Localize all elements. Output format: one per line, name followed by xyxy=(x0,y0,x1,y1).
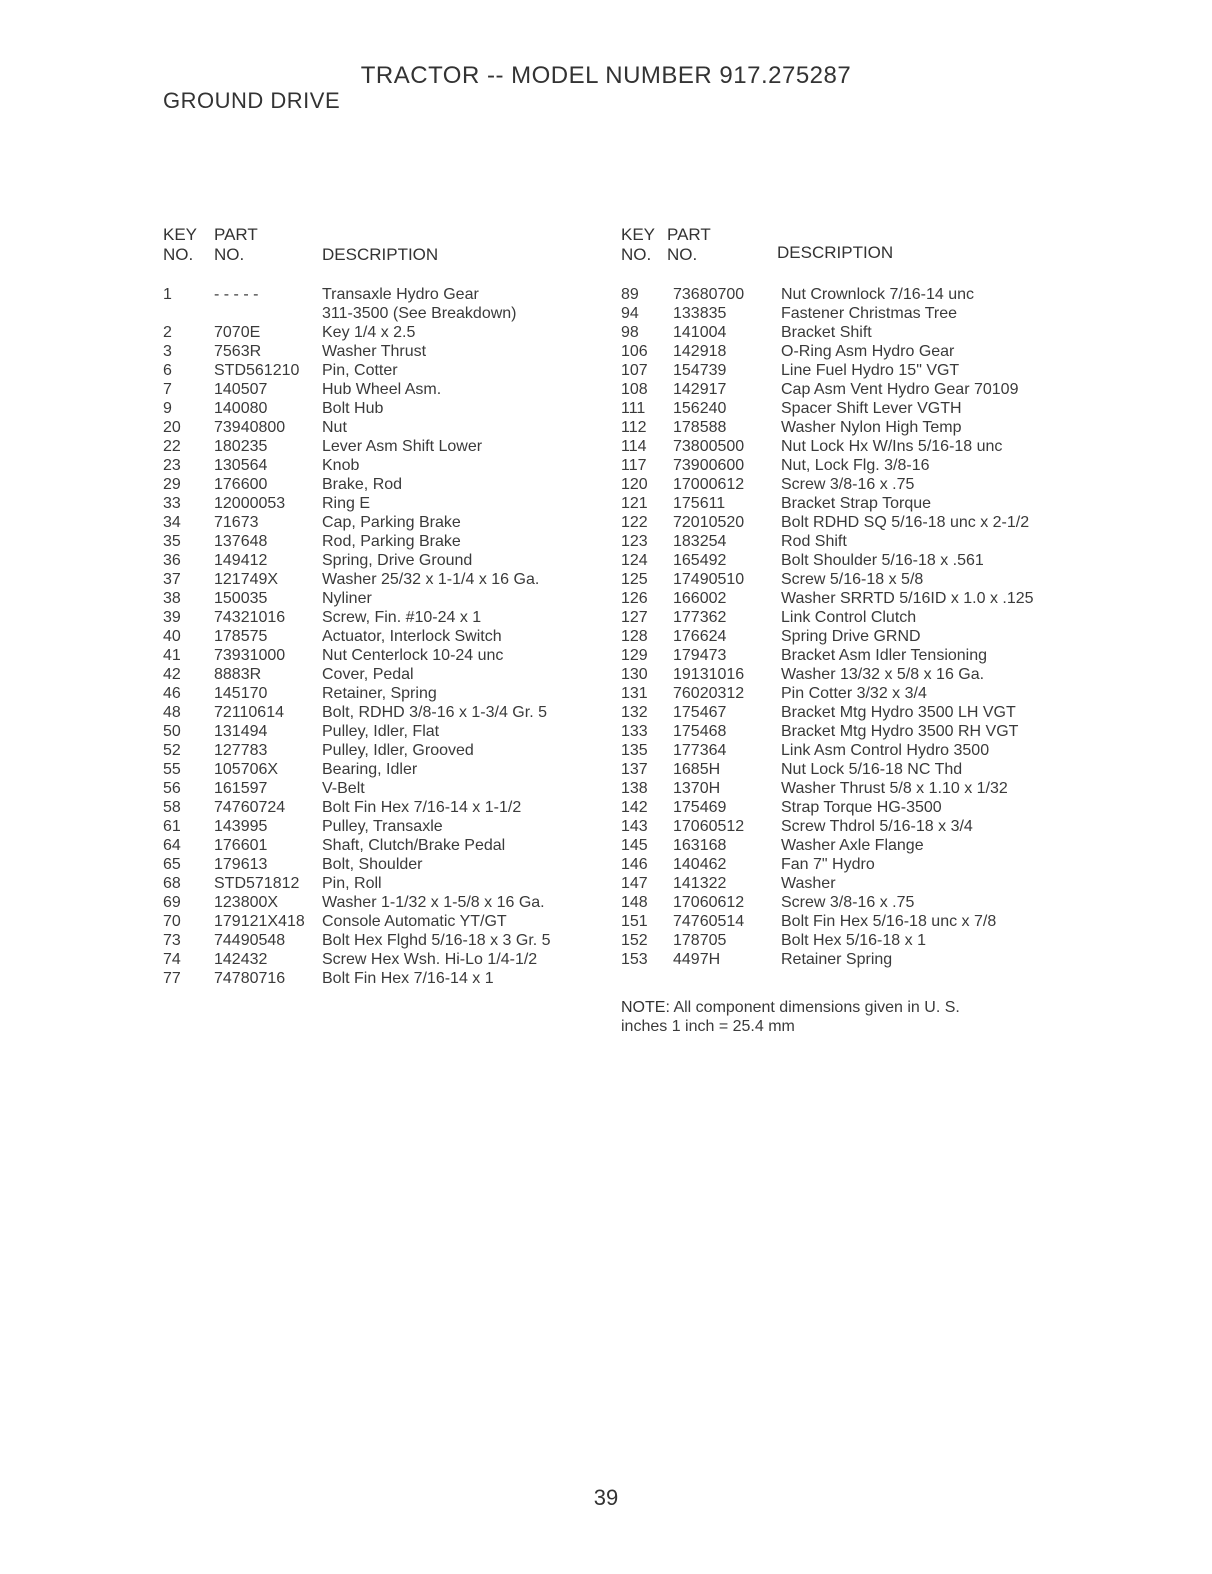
part-description: Washer 13/32 x 5/8 x 16 Ga. xyxy=(781,666,985,683)
part-no: 177364 xyxy=(673,742,727,759)
part-description: Rod, Parking Brake xyxy=(322,533,461,550)
part-description: Nut Crownlock 7/16-14 unc xyxy=(781,286,974,303)
right-part-header-line2: NO. xyxy=(667,245,698,264)
key-no: 68 xyxy=(163,875,181,892)
right-key-header-line2: NO. xyxy=(621,245,652,264)
part-description: Nut Centerlock 10-24 unc xyxy=(322,647,504,664)
part-description: Pulley, Idler, Grooved xyxy=(322,742,474,759)
part-description: Bolt Hex 5/16-18 x 1 xyxy=(781,932,926,949)
part-description: Pin Cotter 3/32 x 3/4 xyxy=(781,685,927,702)
part-description: Strap Torque HG-3500 xyxy=(781,799,942,816)
part-description: Fan 7" Hydro xyxy=(781,856,875,873)
key-no: 152 xyxy=(621,932,648,949)
key-no: 124 xyxy=(621,552,648,569)
key-no: 48 xyxy=(163,704,181,721)
key-no: 146 xyxy=(621,856,648,873)
part-no: 127783 xyxy=(214,742,268,759)
part-no: 177362 xyxy=(673,609,727,626)
key-no: 138 xyxy=(621,780,648,797)
part-no: 179473 xyxy=(673,647,727,664)
part-no: 165492 xyxy=(673,552,727,569)
part-description: Shaft, Clutch/Brake Pedal xyxy=(322,837,506,854)
part-description: Screw, Fin. #10-24 x 1 xyxy=(322,609,482,626)
part-description: Washer 25/32 x 1-1/4 x 16 Ga. xyxy=(322,571,540,588)
part-description: Screw Hex Wsh. Hi-Lo 1/4-1/2 xyxy=(322,951,538,968)
key-no: 41 xyxy=(163,647,181,664)
key-no: 131 xyxy=(621,685,648,702)
section-title: GROUND DRIVE xyxy=(163,88,341,113)
part-description: Rod Shift xyxy=(781,533,847,550)
key-no: 50 xyxy=(163,723,181,740)
part-description: Brake, Rod xyxy=(322,476,403,493)
part-description: Transaxle Hydro Gear xyxy=(322,286,479,303)
key-no: 9 xyxy=(163,400,172,417)
key-no: 39 xyxy=(163,609,181,626)
key-no: 108 xyxy=(621,381,648,398)
part-no: 142917 xyxy=(673,381,727,398)
part-description: Pulley, Idler, Flat xyxy=(322,723,440,740)
key-no: 74 xyxy=(163,951,181,968)
part-no: 73940800 xyxy=(214,419,286,436)
part-description: Washer Thrust 5/8 x 1.10 x 1/32 xyxy=(781,780,1008,797)
part-description: Bolt Fin Hex 7/16-14 x 1-1/2 xyxy=(322,799,522,816)
part-no: 149412 xyxy=(214,552,268,569)
part-no: 1685H xyxy=(673,761,721,778)
part-description: Retainer Spring xyxy=(781,951,893,968)
part-description: Washer 1-1/32 x 1-5/8 x 16 Ga. xyxy=(322,894,545,911)
right-part-header xyxy=(667,225,711,265)
part-no: 74780716 xyxy=(214,970,286,987)
key-no: 40 xyxy=(163,628,181,645)
page-title: TRACTOR -- MODEL NUMBER 917.275287 xyxy=(360,62,852,89)
part-no: 142918 xyxy=(673,343,727,360)
key-no: 42 xyxy=(163,666,181,683)
part-no: 154739 xyxy=(673,362,727,379)
part-description: Washer Axle Flange xyxy=(781,837,924,854)
part-no: 73931000 xyxy=(214,647,286,664)
key-no: 107 xyxy=(621,362,648,379)
key-no: 52 xyxy=(163,742,181,759)
part-description: Bolt, Shoulder xyxy=(322,856,423,873)
part-no: 175468 xyxy=(673,723,727,740)
key-no: 58 xyxy=(163,799,181,816)
key-no: 55 xyxy=(163,761,181,778)
part-description: Washer Nylon High Temp xyxy=(781,419,962,436)
part-description: Link Asm Control Hydro 3500 xyxy=(781,742,990,759)
part-no: 179613 xyxy=(214,856,268,873)
key-no: 127 xyxy=(621,609,648,626)
part-no: 142432 xyxy=(214,951,268,968)
part-description: O-Ring Asm Hydro Gear xyxy=(781,343,955,360)
part-description: Bearing, Idler xyxy=(322,761,418,778)
key-no: 145 xyxy=(621,837,648,854)
part-no: 150035 xyxy=(214,590,268,607)
key-no: 112 xyxy=(621,419,647,436)
part-description: Bracket Mtg Hydro 3500 RH VGT xyxy=(781,723,1019,740)
part-description: Spring, Drive Ground xyxy=(322,552,473,569)
part-no: 121749X xyxy=(214,571,279,588)
key-no: 6 xyxy=(163,362,172,379)
part-description: Bracket Strap Torque xyxy=(781,495,932,512)
part-no: 141004 xyxy=(673,324,727,341)
part-no: 76020312 xyxy=(673,685,745,702)
part-description: Bolt Fin Hex 7/16-14 x 1 xyxy=(322,970,494,987)
note-line2: inches 1 inch = 25.4 mm xyxy=(621,1018,795,1035)
part-description: V-Belt xyxy=(322,780,365,797)
part-description: Fastener Christmas Tree xyxy=(781,305,958,322)
part-description: Pin, Cotter xyxy=(322,362,398,379)
key-no: 153 xyxy=(621,951,648,968)
part-no: 74760514 xyxy=(673,913,745,930)
part-no: 17000612 xyxy=(673,476,745,493)
part-no: 17060612 xyxy=(673,894,745,911)
part-no: 130564 xyxy=(214,457,268,474)
key-no: 130 xyxy=(621,666,648,683)
key-no: 123 xyxy=(621,533,648,550)
part-description: Nut Lock 5/16-18 NC Thd xyxy=(781,761,963,778)
key-no: 147 xyxy=(621,875,648,892)
key-no: 142 xyxy=(621,799,648,816)
key-no: 2 xyxy=(163,324,172,341)
note-label: NOTE: xyxy=(621,999,670,1016)
part-no: 19131016 xyxy=(673,666,745,683)
key-no: 46 xyxy=(163,685,181,702)
part-no: 71673 xyxy=(214,514,259,531)
part-no: 140507 xyxy=(214,381,268,398)
part-no: 180235 xyxy=(214,438,268,455)
part-description: Knob xyxy=(322,457,360,474)
key-no: 29 xyxy=(163,476,181,493)
key-no: 94 xyxy=(621,305,639,322)
key-no: 143 xyxy=(621,818,648,835)
part-description: Bolt Hub xyxy=(322,400,384,417)
part-no: 178575 xyxy=(214,628,268,645)
part-no: 74490548 xyxy=(214,932,286,949)
part-no: 74321016 xyxy=(214,609,286,626)
part-no: 178588 xyxy=(673,419,727,436)
part-no: 12000053 xyxy=(214,495,286,512)
left-part-header-line2: NO. xyxy=(214,245,245,264)
key-no: 129 xyxy=(621,647,648,664)
left-key-header xyxy=(163,225,197,265)
part-description: Line Fuel Hydro 15" VGT xyxy=(781,362,960,379)
part-description: Bracket Shift xyxy=(781,324,872,341)
key-no: 135 xyxy=(621,742,648,759)
part-description: Pin, Roll xyxy=(322,875,382,892)
key-no: 89 xyxy=(621,286,639,303)
key-no: 73 xyxy=(163,932,181,949)
part-no: 131494 xyxy=(214,723,268,740)
note-line1: All component dimensions given in U. S. xyxy=(673,999,960,1016)
right-description-header: DESCRIPTION xyxy=(777,243,894,262)
key-no: 38 xyxy=(163,590,181,607)
part-description: 311-3500 (See Breakdown) xyxy=(322,305,517,322)
dimensions-note xyxy=(621,998,1041,1036)
part-description: Washer SRRTD 5/16ID x 1.0 x .125 xyxy=(781,590,1034,607)
part-description: Pulley, Transaxle xyxy=(322,818,443,835)
part-description: Nyliner xyxy=(322,590,372,607)
part-description: Bolt RDHD SQ 5/16-18 unc x 2-1/2 xyxy=(781,514,1030,531)
part-description: Actuator, Interlock Switch xyxy=(322,628,502,645)
key-no: 33 xyxy=(163,495,181,512)
key-no: 20 xyxy=(163,419,181,436)
key-no: 7 xyxy=(163,381,172,398)
key-no: 35 xyxy=(163,533,181,550)
part-description: Bracket Asm Idler Tensioning xyxy=(781,647,988,664)
part-no: 133835 xyxy=(673,305,727,322)
part-no: 163168 xyxy=(673,837,727,854)
key-no: 36 xyxy=(163,552,181,569)
key-no: 125 xyxy=(621,571,648,588)
part-description: Ring E xyxy=(322,495,371,512)
part-description: Washer xyxy=(781,875,836,892)
part-no: 143995 xyxy=(214,818,268,835)
part-description: Screw 3/8-16 x .75 xyxy=(781,476,915,493)
part-no: 175467 xyxy=(673,704,727,721)
key-no: 151 xyxy=(621,913,648,930)
part-no: 166002 xyxy=(673,590,727,607)
part-description: Link Control Clutch xyxy=(781,609,917,626)
part-no: 137648 xyxy=(214,533,268,550)
key-no: 64 xyxy=(163,837,181,854)
key-no: 122 xyxy=(621,514,648,531)
part-description: Console Automatic YT/GT xyxy=(322,913,507,930)
key-no: 23 xyxy=(163,457,181,474)
part-no: 145170 xyxy=(214,685,268,702)
key-no: 61 xyxy=(163,818,181,835)
part-no: 176601 xyxy=(214,837,268,854)
part-no: 178705 xyxy=(673,932,727,949)
part-no: 72010520 xyxy=(673,514,745,531)
key-no: 114 xyxy=(621,438,647,455)
part-no: 7070E xyxy=(214,324,261,341)
part-description: Cap, Parking Brake xyxy=(322,514,461,531)
page-number: 39 xyxy=(593,1485,619,1510)
part-no: 72110614 xyxy=(214,704,284,721)
part-no: 4497H xyxy=(673,951,721,968)
part-description: Nut Lock Hx W/Ins 5/16-18 unc xyxy=(781,438,1003,455)
part-no: 156240 xyxy=(673,400,727,417)
part-no: 73800500 xyxy=(673,438,745,455)
key-no: 106 xyxy=(621,343,648,360)
key-no: 56 xyxy=(163,780,181,797)
part-description: Bolt Fin Hex 5/16-18 unc x 7/8 xyxy=(781,913,997,930)
part-description: Cap Asm Vent Hydro Gear 70109 xyxy=(781,381,1019,398)
key-no: 65 xyxy=(163,856,181,873)
part-no: 7563R xyxy=(214,343,262,360)
part-no: 179121X418 xyxy=(214,913,305,930)
key-no: 70 xyxy=(163,913,181,930)
part-no: 17490510 xyxy=(673,571,745,588)
part-no: 175469 xyxy=(673,799,727,816)
part-description: Screw 5/16-18 x 5/8 xyxy=(781,571,924,588)
left-part-header xyxy=(214,225,258,265)
part-description: Nut, Lock Flg. 3/8-16 xyxy=(781,457,930,474)
part-no: 8883R xyxy=(214,666,262,683)
part-no: 176600 xyxy=(214,476,268,493)
part-no: 123800X xyxy=(214,894,279,911)
part-description: Bracket Mtg Hydro 3500 LH VGT xyxy=(781,704,1016,721)
key-no: 98 xyxy=(621,324,639,341)
part-description: Retainer, Spring xyxy=(322,685,437,702)
part-description: Bolt Hex Flghd 5/16-18 x 3 Gr. 5 xyxy=(322,932,551,949)
part-no: 73680700 xyxy=(673,286,745,303)
key-no: 117 xyxy=(621,457,647,474)
left-part-header-line1: PART xyxy=(214,225,258,244)
part-no: 74760724 xyxy=(214,799,286,816)
part-description: Spacer Shift Lever VGTH xyxy=(781,400,962,417)
key-no: 1 xyxy=(163,286,172,303)
part-no: 141322 xyxy=(673,875,727,892)
part-description: Bolt Shoulder 5/16-18 x .561 xyxy=(781,552,984,569)
left-key-header-line2: NO. xyxy=(163,245,194,264)
part-no: 17060512 xyxy=(673,818,745,835)
key-no: 132 xyxy=(621,704,648,721)
part-no: 176624 xyxy=(673,628,727,645)
right-part-header-line1: PART xyxy=(667,225,711,244)
part-no: 73900600 xyxy=(673,457,745,474)
key-no: 3 xyxy=(163,343,172,360)
part-no: - - - - - xyxy=(214,286,259,303)
part-description: Nut xyxy=(322,419,347,436)
key-no: 120 xyxy=(621,476,648,493)
part-description: Bolt, RDHD 3/8-16 x 1-3/4 Gr. 5 xyxy=(322,704,547,721)
part-no: 105706X xyxy=(214,761,279,778)
key-no: 34 xyxy=(163,514,181,531)
key-no: 37 xyxy=(163,571,181,588)
left-description-header: DESCRIPTION xyxy=(322,245,439,264)
part-description: Screw 3/8-16 x .75 xyxy=(781,894,915,911)
key-no: 77 xyxy=(163,970,181,987)
key-no: 69 xyxy=(163,894,181,911)
key-no: 137 xyxy=(621,761,648,778)
part-description: Key 1/4 x 2.5 xyxy=(322,324,416,341)
part-no: 1370H xyxy=(673,780,721,797)
part-no: 183254 xyxy=(673,533,727,550)
key-no: 22 xyxy=(163,438,181,455)
part-no: 175611 xyxy=(673,495,726,512)
right-key-header xyxy=(621,225,655,265)
part-description: Spring Drive GRND xyxy=(781,628,921,645)
part-no: 140080 xyxy=(214,400,268,417)
key-no: 133 xyxy=(621,723,648,740)
key-no: 128 xyxy=(621,628,648,645)
left-key-header-line1: KEY xyxy=(163,225,198,244)
part-description: Cover, Pedal xyxy=(322,666,414,683)
part-description: Screw Thdrol 5/16-18 x 3/4 xyxy=(781,818,973,835)
key-no: 148 xyxy=(621,894,648,911)
right-key-header-line1: KEY xyxy=(621,225,656,244)
key-no: 126 xyxy=(621,590,648,607)
key-no: 121 xyxy=(621,495,648,512)
part-description: Lever Asm Shift Lower xyxy=(322,438,483,455)
part-no: STD571812 xyxy=(214,875,300,892)
key-no: 111 xyxy=(621,400,646,417)
part-no: 140462 xyxy=(673,856,727,873)
part-description: Washer Thrust xyxy=(322,343,427,360)
part-no: STD561210 xyxy=(214,362,300,379)
part-no: 161597 xyxy=(214,780,268,797)
part-description: Hub Wheel Asm. xyxy=(322,381,442,398)
